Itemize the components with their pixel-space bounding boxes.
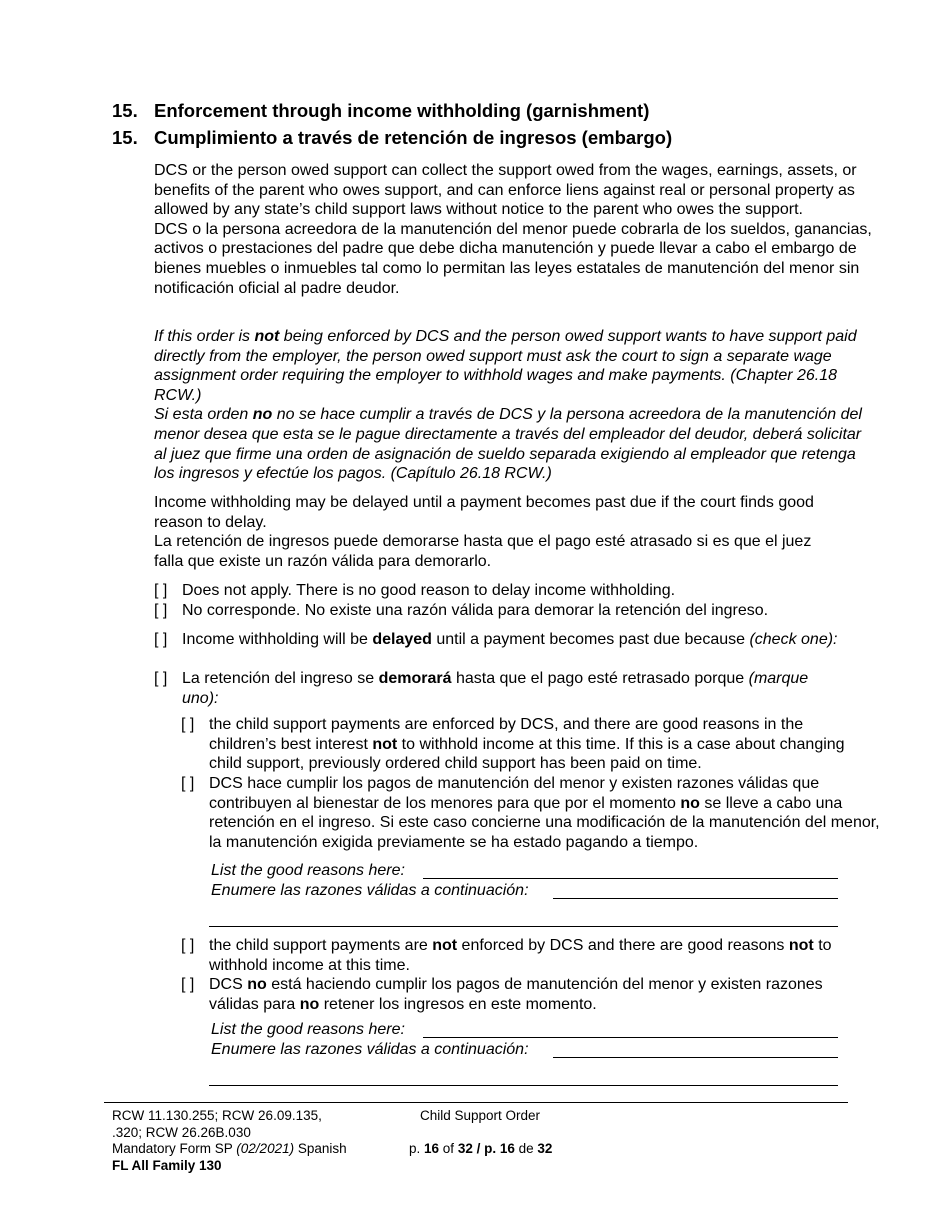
wage-assignment-paragraph	[154, 327, 874, 484]
option-delayed-es	[154, 669, 854, 709]
sub-enforced-es-bold: no	[680, 794, 700, 812]
checkbox-not-apply-es[interactable]: [ ]	[154, 602, 168, 619]
sub-enforced-es-pre: DCS hace cumplir los pagos de manutención del menor y existen razones válidas que contribuyen al bienestar de los menores para que por el momento	[209, 775, 820, 812]
footer-page-total-es: 32	[537, 1141, 553, 1156]
sub-enforced-es-label	[209, 774, 889, 852]
reasons-extra-line-1[interactable]	[209, 926, 838, 927]
footer-page-current-es: 16	[499, 1141, 515, 1156]
sub-not-enforced-en-bold2: not	[788, 937, 814, 954]
footer-left	[112, 1108, 347, 1174]
option-delayed-es-italic: (marque uno):	[182, 670, 809, 707]
sub-not-enforced-en-mid: enforced by DCS and there are good reasons	[457, 937, 789, 954]
sub-not-enforced-es-bold1: no	[247, 976, 267, 993]
section-heading-en	[112, 100, 649, 122]
sub-not-enforced-en-label	[209, 936, 849, 975]
wage-assignment-es-pre: Si esta orden	[154, 406, 253, 424]
option-delayed-en-mid: until a payment becomes past due because	[431, 631, 750, 648]
delay-note-es: La retención de ingresos puede demorarse hasta que el pago esté atrasado si es que el juez falla que existe un razón válida para demorarlo.	[154, 533, 812, 570]
option-delayed-en-bold: delayed	[372, 631, 432, 648]
wage-assignment-es-bold: no	[252, 406, 273, 424]
footer-page-current: 16	[424, 1141, 440, 1156]
sub-not-enforced-es	[181, 975, 891, 1015]
reasons-input-es-2[interactable]	[553, 1057, 838, 1058]
sub-not-enforced-es-bold2: no	[299, 995, 320, 1013]
sub-enforced-es	[181, 774, 891, 854]
option-delayed-en-pre: Income withholding will be	[182, 631, 373, 648]
sub-not-enforced-en-pre: the child support payments are	[209, 937, 433, 954]
option-delayed-es-label	[182, 669, 822, 708]
sub-enforced-en-label	[209, 715, 849, 774]
wage-assignment-en-post: being enforced by DCS and the person owed support wants to have support paid directly from the employer, the person owed support must ask the court to sign a separate wage assignment order requiring the employer to withhold wages and make payments. (Chapter 26.18 RCW.)	[154, 328, 857, 404]
option-not-apply-es	[154, 601, 854, 621]
footer-rule	[104, 1102, 848, 1103]
sub-enforced-en	[181, 715, 891, 775]
sub-enforced-en-post: to withhold income at this time. If this is a case about changing child support, previously ordered child support has been paid on time.	[209, 735, 845, 773]
footer-doc-title: Child Support Order	[420, 1108, 541, 1123]
reasons-input-es-1[interactable]	[553, 898, 838, 899]
footer-rcw-line2: .320; RCW 26.26B.030	[112, 1124, 251, 1140]
section-title-es: Cumplimiento a través de retención de ingresos (embargo)	[154, 127, 673, 148]
footer-form-date: (02/2021)	[236, 1141, 295, 1156]
intro-text-en: DCS or the person owed support can collect the support owed from the wages, earnings, assets, or benefits of the parent who owes support, and can enforce liens against real or personal property as allowed by any state’s child support laws without notice to the parent who owes the support.	[154, 162, 857, 219]
footer-page-sep: / p.	[472, 1141, 500, 1156]
option-delayed-en-label	[182, 630, 850, 650]
sub-not-enforced-en-post: to withhold income at this time.	[209, 937, 832, 974]
sub-not-enforced-es-pre: DCS	[209, 976, 248, 993]
option-delayed-en	[154, 630, 854, 670]
reasons-label-es-2: Enumere las razones válidas a continuación:	[211, 1041, 529, 1058]
reasons-input-en-2[interactable]	[423, 1037, 838, 1038]
option-not-apply-en	[154, 581, 854, 601]
reasons-extra-line-2[interactable]	[209, 1085, 838, 1086]
checkbox-sub-enforced-en[interactable]: [ ]	[181, 716, 195, 733]
sub-not-enforced-en	[181, 936, 891, 976]
footer-page-of: of	[439, 1141, 458, 1156]
section-number-en: 15.	[112, 100, 138, 121]
sub-not-enforced-es-mid: está haciendo cumplir los pagos de manutención del menor y existen razones válidas para	[209, 976, 823, 1013]
wage-assignment-es	[154, 405, 866, 483]
option-delayed-es-mid: hasta que el pago esté retrasado porque	[451, 670, 749, 687]
checkbox-not-apply-en[interactable]: [ ]	[154, 582, 168, 599]
footer-form-id: FL All Family 130	[112, 1157, 222, 1173]
footer-form-pre: Mandatory Form SP	[112, 1141, 237, 1156]
sub-not-enforced-es-label	[209, 975, 829, 1014]
footer-form-post: Spanish	[294, 1141, 347, 1156]
checkbox-sub-not-enforced-es[interactable]: [ ]	[181, 976, 195, 993]
wage-assignment-en	[154, 327, 874, 405]
delay-note-en: Income withholding may be delayed until a payment becomes past due if the court finds good reason to delay.	[154, 494, 814, 531]
footer-form-line	[112, 1141, 347, 1158]
intro-paragraph	[154, 161, 874, 298]
option-delayed-es-pre: La retención del ingreso se	[182, 670, 379, 687]
sub-enforced-en-bold: not	[372, 735, 398, 753]
checkbox-delayed-en[interactable]: [ ]	[154, 631, 168, 648]
sub-not-enforced-en-bold1: not	[432, 937, 458, 954]
footer-page-de: de	[514, 1141, 538, 1156]
section-number-es: 15.	[112, 127, 138, 148]
wage-assignment-en-bold: not	[254, 328, 280, 345]
checkbox-delayed-es[interactable]: [ ]	[154, 670, 168, 687]
checkbox-sub-enforced-es[interactable]: [ ]	[181, 775, 195, 792]
reasons-label-en-1: List the good reasons here:	[211, 862, 405, 879]
option-delayed-es-bold: demorará	[378, 670, 452, 687]
intro-text-es: DCS o la persona acreedora de la manutención del menor puede cobrarla de los sueldos, ganancias, activos o prestaciones del padre que debe dicha manutención y puede llevar a cabo el embargo de bienes muebles o inmuebles tal como lo permitan las leyes estatales de manutención del menor sin notificación oficial al padre deudor.	[154, 220, 872, 297]
section-title-en: Enforcement through income withholding (garnishment)	[154, 100, 650, 121]
sub-not-enforced-es-post: retener los ingresos en este momento.	[319, 995, 597, 1013]
wage-assignment-en-pre: If this order is	[154, 328, 255, 345]
footer-page-number	[409, 1141, 552, 1158]
footer-rcw-line1: RCW 11.130.255; RCW 26.09.135,	[112, 1108, 322, 1123]
checkbox-sub-not-enforced-en[interactable]: [ ]	[181, 937, 195, 954]
option-not-apply-es-label: No corresponde. No existe una razón válida para demorar la retención del ingreso.	[182, 602, 769, 619]
sub-enforced-en-pre: the child support payments are enforced by DCS, and there are good reasons in the children’s best interest	[209, 716, 804, 753]
reasons-label-es-1: Enumere las razones válidas a continuación:	[211, 882, 529, 899]
footer-page-p: p.	[409, 1141, 425, 1156]
reasons-label-en-2: List the good reasons here:	[211, 1021, 405, 1038]
option-delayed-en-italic: (check one):	[749, 631, 838, 648]
reasons-input-en-1[interactable]	[423, 878, 838, 879]
wage-assignment-es-post: no se hace cumplir a través de DCS y la persona acreedora de la manutención del menor desea que esta se le pague directamente a través del empleador del deudor, deberá solicitar al juez que firme una orden de asignación de sueldo separada exigiendo al empleador que retenga los ingresos y efectúe los pagos. (Capítulo 26.18 RCW.)	[154, 406, 862, 483]
footer-page-total: 32	[457, 1141, 473, 1156]
sub-enforced-es-post: se lleve a cabo una retención en el ingreso. Si este caso concierne una modificación de la manutención del menor, la manutención exigida previamente se ha estado pagando a tiempo.	[209, 794, 880, 851]
option-not-apply-en-label: Does not apply. There is no good reason to delay income withholding.	[182, 582, 676, 599]
delay-note-paragraph	[154, 493, 834, 571]
section-heading-es	[112, 127, 672, 149]
